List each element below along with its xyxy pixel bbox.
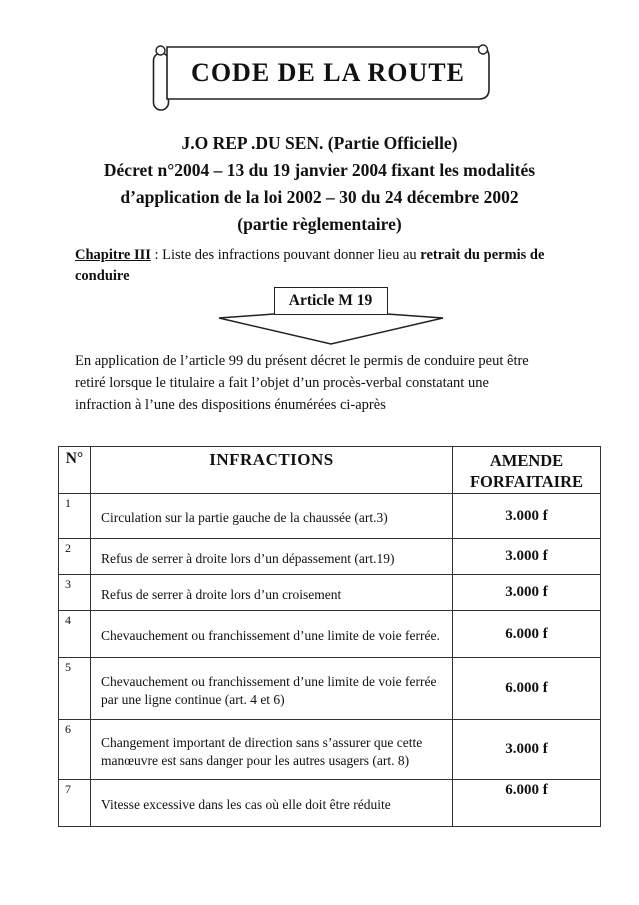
infraction-cell: Refus de serrer à droite lors d’un dépassement (art.19) bbox=[91, 539, 453, 575]
text-line: J.O REP .DU SEN. (Partie Officielle) bbox=[181, 133, 458, 153]
row-number-cell: 5 bbox=[59, 658, 91, 720]
table-row bbox=[59, 575, 601, 611]
text-line: En application de l’article 99 du présent décret le permis de conduire peut être bbox=[75, 353, 529, 369]
table-row bbox=[59, 539, 601, 575]
amount-cell: 6.000 f bbox=[453, 780, 601, 827]
amount-cell: 3.000 f bbox=[453, 539, 601, 575]
official-header bbox=[0, 130, 639, 238]
row-number-cell: 6 bbox=[59, 720, 91, 780]
intro-paragraph bbox=[75, 350, 575, 416]
amount-cell: 6.000 f bbox=[453, 658, 601, 720]
amount-cell: 3.000 f bbox=[453, 720, 601, 780]
column-header-infractions: INFRACTIONS bbox=[91, 447, 453, 494]
infractions-table bbox=[58, 446, 601, 827]
column-header-num: N° bbox=[59, 447, 91, 494]
infraction-cell: Chevauchement ou franchissement d’une limite de voie ferrée par une ligne continue (art. 4 et 6) bbox=[91, 658, 453, 720]
table-header-row bbox=[59, 447, 601, 494]
table-row bbox=[59, 658, 601, 720]
row-number-cell: 2 bbox=[59, 539, 91, 575]
arrow-down-icon bbox=[218, 313, 444, 346]
infraction-cell: Vitesse excessive dans les cas où elle doit être réduite bbox=[91, 780, 453, 827]
chapter-text: : Liste des infractions pouvant donner lieu au bbox=[150, 247, 421, 263]
column-header-amende: AMENDE FORFAITAIRE bbox=[453, 447, 601, 494]
infraction-cell: Refus de serrer à droite lors d’un croisement bbox=[91, 575, 453, 611]
table-row bbox=[59, 611, 601, 658]
table-row bbox=[59, 720, 601, 780]
table-row bbox=[59, 780, 601, 827]
text-line: infraction à l’une des dispositions énumérées ci-après bbox=[75, 397, 386, 413]
chapter-bold-text: retrait du permis de conduire bbox=[75, 247, 545, 284]
infractions-table-body bbox=[59, 494, 601, 827]
chapter-heading bbox=[75, 245, 565, 287]
amount-cell: 6.000 f bbox=[453, 611, 601, 658]
infraction-cell: Circulation sur la partie gauche de la chaussée (art.3) bbox=[91, 494, 453, 539]
amount-cell: 3.000 f bbox=[453, 494, 601, 539]
table-row bbox=[59, 494, 601, 539]
text-line: Décret n°2004 – 13 du 19 janvier 2004 fixant les modalités bbox=[103, 160, 536, 180]
article-callout bbox=[218, 287, 444, 346]
amount-cell: 3.000 f bbox=[453, 575, 601, 611]
chapter-label: Chapitre III bbox=[75, 247, 151, 263]
text-line: (partie règlementaire) bbox=[237, 214, 402, 234]
article-box: Article M 19 bbox=[274, 287, 388, 315]
row-number-cell: 7 bbox=[59, 780, 91, 827]
text-line: d’application de la loi 2002 – 30 du 24 décembre 2002 bbox=[120, 187, 519, 207]
row-number-cell: 1 bbox=[59, 494, 91, 539]
row-number-cell: 4 bbox=[59, 611, 91, 658]
infraction-cell: Changement important de direction sans s’assurer que cette manœuvre est sans danger pour les autres usagers (art. 8) bbox=[91, 720, 453, 780]
text-line: retiré lorsque le titulaire a fait l’objet d’un procès-verbal constatant une bbox=[75, 375, 489, 391]
scroll-banner bbox=[150, 40, 495, 118]
document-title: CODE DE LA ROUTE bbox=[191, 58, 465, 87]
infraction-cell: Chevauchement ou franchissement d’une limite de voie ferrée. bbox=[91, 611, 453, 658]
row-number-cell: 3 bbox=[59, 575, 91, 611]
